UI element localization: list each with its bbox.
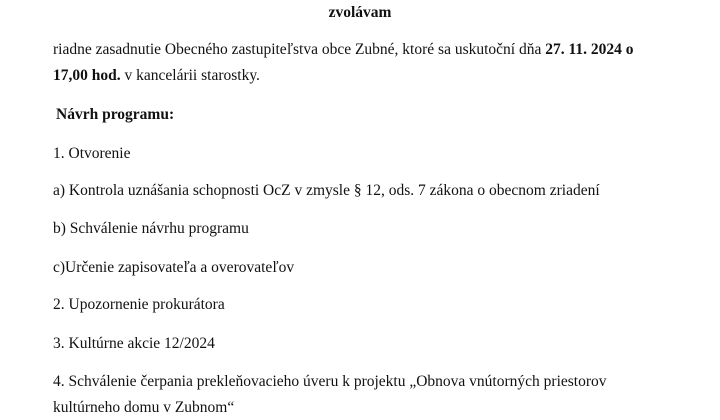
program-item: kultúrneho domu v Zubnom“ [53,399,235,416]
program-item: a) Kontrola uznášania schopnosti OcZ v zmysle § 12, ods. 7 zákona o obecnom zriadení [53,182,600,199]
program-item: 4. Schválenie čerpania prekleňovacieho úveru k projektu „Obnova vnútorných priestorov [53,373,607,390]
intro-text: riadne zasadnutie Obecného zastupiteľstva obce Zubné, ktoré sa uskutoční dňa [53,41,546,58]
meeting-place: v kancelárii starostky. [120,67,260,84]
program-item: b) Schválenie návrhu programu [53,220,249,237]
program-title: Návrh programu: [56,106,175,123]
program-item: 1. Otvorenie [53,145,131,162]
program-item: 2. Upozornenie prokurátora [53,296,225,313]
heading: zvolávam [328,4,392,21]
meeting-time: 17,00 hod. [53,67,121,84]
intro-line-2 [53,67,260,85]
program-item: 3. Kultúrne akcie 12/2024 [53,335,215,352]
intro-line-1 [53,41,634,59]
program-item: c)Určenie zapisovateľa a overovateľov [53,259,295,276]
meeting-date: 27. 11. 2024 o [545,41,634,58]
